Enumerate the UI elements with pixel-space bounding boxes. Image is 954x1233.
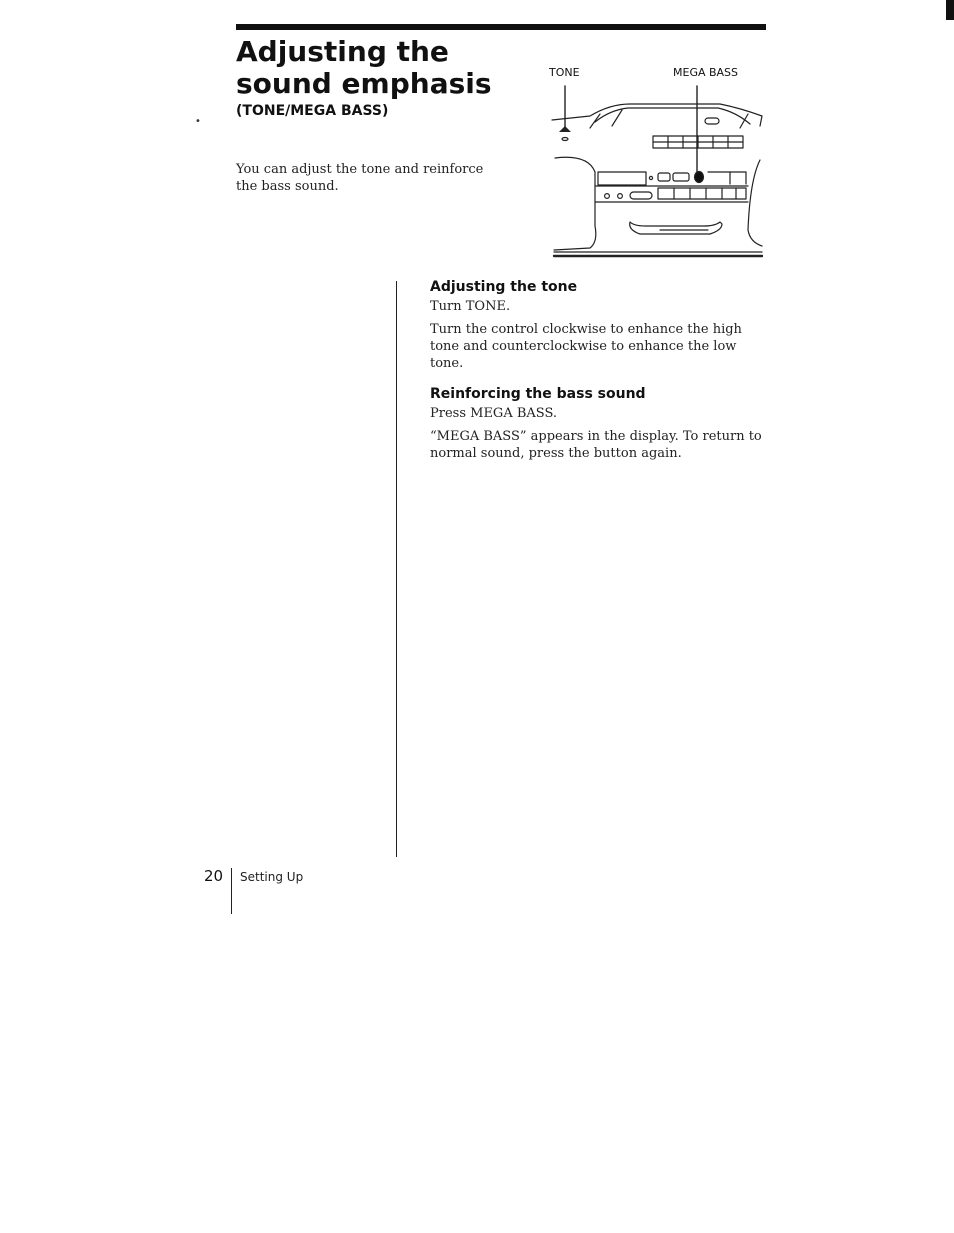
- scan-mark: •: [195, 116, 201, 127]
- tone-knob-icon: [559, 126, 571, 141]
- page-number: 20: [204, 867, 224, 885]
- display-panel: [598, 172, 646, 185]
- header-rule: [236, 24, 766, 30]
- section-paragraph: Turn the control clockwise to enhance the high tone and counterclockwise to enhance the low tone.: [430, 322, 742, 371]
- top-lid: [552, 104, 762, 126]
- page-title: Adjusting the sound emphasis: [236, 35, 492, 100]
- top-oval-button: [705, 118, 719, 124]
- page-subtitle: (TONE/MEGA BASS): [236, 103, 389, 119]
- mega-bass-button: [695, 172, 704, 183]
- preset-button-row: [658, 188, 746, 199]
- cassette-door: [630, 222, 722, 234]
- figure-label-tone: TONE: [549, 66, 580, 79]
- section-heading: Reinforcing the bass sound: [430, 386, 646, 402]
- section-adjusting-tone: [430, 279, 770, 378]
- boombox-illustration: [550, 80, 766, 262]
- section-paragraph: “MEGA BASS” appears in the display. To return to normal sound, press the button again.: [430, 429, 762, 461]
- section-heading: Adjusting the tone: [430, 279, 578, 295]
- footer-divider: [231, 868, 232, 914]
- body-outline: [554, 157, 596, 250]
- section-paragraph: Turn TONE.: [430, 299, 511, 314]
- cd-button-row: [653, 136, 743, 148]
- page-edge-marker: [946, 0, 954, 20]
- column-divider: [396, 281, 397, 857]
- section-reinforcing-bass: [430, 386, 770, 468]
- intro-text: You can adjust the tone and reinforce the bass sound.: [236, 162, 484, 194]
- section-paragraph: Press MEGA BASS.: [430, 406, 558, 421]
- footer-section-name: Setting Up: [240, 870, 304, 884]
- figure-label-mega-bass: MEGA BASS: [673, 66, 739, 79]
